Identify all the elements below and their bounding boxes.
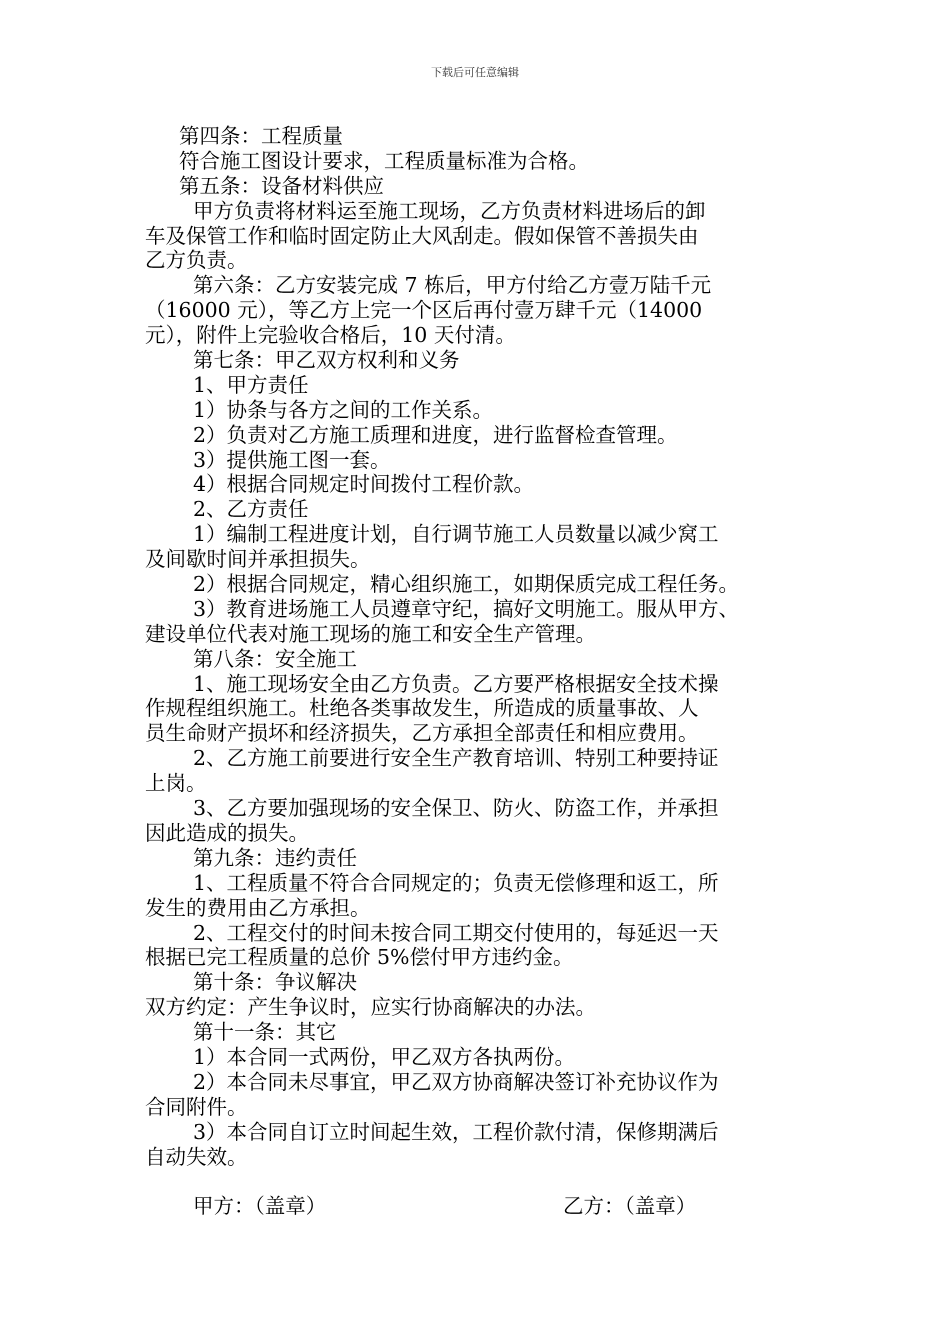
article-7-item: 4）根据合同规定时间拨付工程价款。 <box>193 472 535 497</box>
article-10-text: 双方约定：产生争议时，应实行协商解决的办法。 <box>145 995 596 1020</box>
article-9-item: 根据已完工程质量的总价 5%偿付甲方违约金。 <box>145 945 574 970</box>
article-7-item: 2）根据合同规定，精心组织施工，如期保质完成工程任务。 <box>193 572 740 597</box>
article-8-item: 2、乙方施工前要进行安全生产教育培训、特别工种要持证 <box>193 746 719 771</box>
article-8-heading: 第八条：安全施工 <box>193 646 357 671</box>
article-7-item: 3）教育进场施工人员遵章守纪，搞好文明施工。服从甲方、 <box>193 596 740 621</box>
article-7-subheading: 1、甲方责任 <box>193 372 309 397</box>
article-4-heading: 第四条：工程质量 <box>179 124 343 148</box>
article-9-heading: 第九条：违约责任 <box>193 845 357 870</box>
article-11-item: 2）本合同未尽事宜，甲乙双方协商解决签订补充协议作为 <box>193 1069 719 1094</box>
article-9-item: 1、工程质量不符合合同规定的；负责无偿修理和返工，所 <box>193 870 719 895</box>
article-5-text: 车及保管工作和临时固定防止大风刮走。假如保管不善损失由 <box>145 223 699 248</box>
article-8-item: 作规程组织施工。杜绝各类事故发生，所造成的质量事故、人 <box>145 696 699 721</box>
article-8-item: 上岗。 <box>145 771 207 796</box>
article-7-item: 2）负责对乙方施工质理和进度，进行监督检查管理。 <box>193 422 678 447</box>
contract-body <box>145 124 815 1169</box>
article-4-text: 符合施工图设计要求，工程质量标准为合格。 <box>179 148 589 173</box>
party-b-signature: 乙方：（盖章） <box>563 1194 697 1218</box>
article-7-item: 及间歇时间并承担损失。 <box>145 547 371 572</box>
article-5-text: 乙方负责。 <box>145 248 248 273</box>
article-8-item: 1、施工现场安全由乙方负责。乙方要严格根据安全技术操 <box>193 671 719 696</box>
article-7-heading: 第七条：甲乙双方权利和义务 <box>193 348 460 373</box>
page-header: 下载后可任意编辑 <box>431 66 519 79</box>
article-6-text: 元），附件上完验收合格后，10 天付清。 <box>145 323 516 348</box>
article-8-item: 3、乙方要加强现场的安全保卫、防火、防盗工作，并承担 <box>193 796 719 821</box>
article-6-text: 第六条：乙方安装完成 7 栋后，甲方付给乙方壹万陆千元 <box>193 273 712 298</box>
article-11-item: 合同附件。 <box>145 1094 248 1119</box>
article-11-item: 自动失效。 <box>145 1144 248 1169</box>
party-a-signature: 甲方：（盖章） <box>193 1194 327 1218</box>
article-11-item: 1）本合同一式两份，甲乙双方各执两份。 <box>193 1044 576 1069</box>
signature-row <box>193 1193 793 1271</box>
article-9-item: 2、工程交付的时间未按合同工期交付使用的，每延迟一天 <box>193 920 719 945</box>
article-7-item: 建设单位代表对施工现场的施工和安全生产管理。 <box>145 621 596 646</box>
article-8-item: 因此造成的损失。 <box>145 820 309 845</box>
article-11-heading: 第十一条：其它 <box>193 1020 337 1045</box>
article-6-text: （16000 元），等乙方上完一个区后再付壹万肆千元（14000 <box>145 298 703 323</box>
article-11-item: 3）本合同自订立时间起生效，工程价款付清，保修期满后 <box>193 1119 719 1144</box>
article-10-heading: 第十条：争议解决 <box>193 970 357 995</box>
article-7-item: 1）编制工程进度计划，自行调节施工人员数量以减少窝工 <box>193 522 719 547</box>
article-8-item: 员生命财产损坏和经济损失，乙方承担全部责任和相应费用。 <box>145 721 699 746</box>
article-7-subheading: 2、乙方责任 <box>193 497 309 522</box>
article-7-item: 1）协条与各方之间的工作关系。 <box>193 397 494 422</box>
article-5-text: 甲方负责将材料运至施工现场，乙方负责材料进场后的卸 <box>193 198 706 223</box>
article-7-item: 3）提供施工图一套。 <box>193 447 391 472</box>
article-9-item: 发生的费用由乙方承担。 <box>145 895 371 920</box>
article-5-heading: 第五条：设备材料供应 <box>179 173 384 198</box>
